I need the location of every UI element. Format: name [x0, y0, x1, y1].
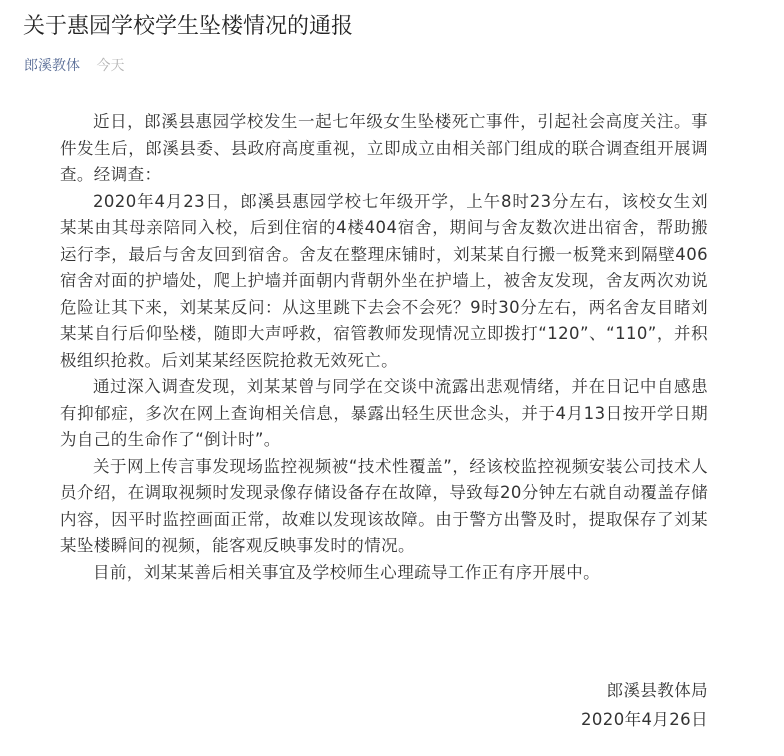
paragraph: 目前，刘某某善后相关事宜及学校师生心理疏导工作正有序开展中。 — [93, 562, 600, 582]
article-title: 关于惠园学校学生坠楼情况的通报 — [23, 14, 354, 39]
signature-block — [581, 676, 708, 734]
paragraph: 2020年4月23日，郎溪县惠园学校七年级开学，上午8时23分左右，该校女生刘某某由其母亲陪同入校，后到住宿的4楼404宿舍，期间与舍友数次进出宿舍，帮助搬运行李，最后与舍友回到宿舍。舍友在整理床铺时，刘某某自行搬一板凳来到隔壁406宿舍对面的护墙处，爬上护墙并面朝内背朝外坐在护墙上，被舍友发现，舍友两次劝说危险让其下来，刘某某反问：从这里跳下去会不会死？9时30分左右，两名舍友目睹刘某某自行后仰坠楼，随即大声呼救，宿管教师发现情况立即拨打“120”、“110”，并积极组织抢救。后刘某某经医院抢救无效死亡。 — [60, 191, 708, 370]
paragraph: 近日，郎溪县惠园学校发生一起七年级女生坠楼死亡事件，引起社会高度关注。事件发生后，郎溪县委、县政府高度重视，立即成立由相关部门组成的联合调查组开展调查。经调查： — [60, 112, 708, 184]
signature-org: 郎溪县教体局 — [606, 681, 708, 700]
article-body — [60, 109, 708, 586]
article-meta — [24, 56, 124, 76]
paragraph: 通过深入调查发现，刘某某曾与同学在交谈中流露出悲观情绪，并在日记中自感患有抑郁症，多次在网上查询相关信息，暴露出轻生厌世念头，并于4月13日按开学日期为自己的生命作了“倒计时”。 — [60, 377, 708, 449]
paragraph: 关于网上传言事发现场监控视频被“技术性覆盖”，经该校监控视频安装公司技术人员介绍，在调取视频时发现录像存储设备存在故障，导致每20分钟左右就自动覆盖存储内容，因平时监控画面正常，故难以发现该故障。由于警方出警及时，提取保存了刘某某坠楼瞬间的视频，能客观反映事发时的情况。 — [60, 456, 708, 555]
signature-date: 2020年4月26日 — [581, 710, 708, 729]
publish-date: 今天 — [96, 58, 125, 74]
account-name-link[interactable]: 郎溪教体 — [24, 58, 80, 74]
